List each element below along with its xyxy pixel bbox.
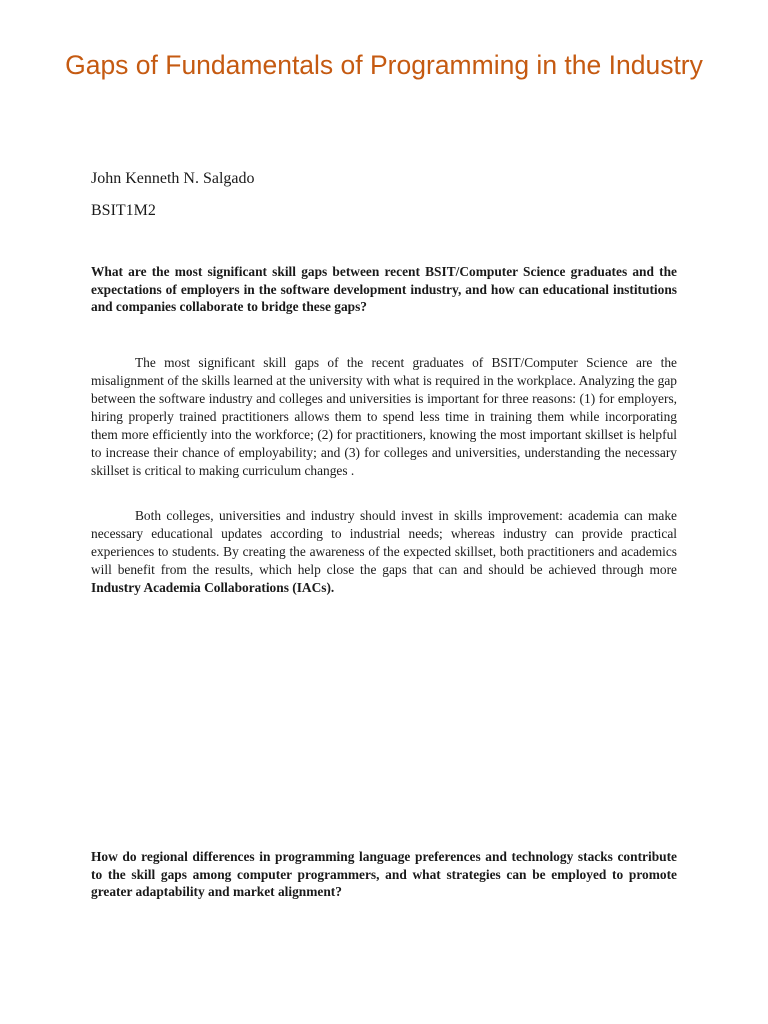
question-2: How do regional differences in programming language preferences and technology stacks contribute to the skill gaps among computer programmers, and what strategies can be employed to promote greater adaptability and market alignment?	[91, 849, 677, 900]
answer-paragraph-2	[91, 507, 677, 597]
document-title: Gaps of Fundamentals of Programming in the Industry	[65, 50, 703, 80]
section-code: BSIT1M2	[91, 202, 156, 219]
answer-paragraph-1: The most significant skill gaps of the recent graduates of BSIT/Computer Science are the misalignment of the skills learned at the university with what is required in the workplace. Analyzing the gap between the software industry and colleges and universities is important for three reasons: (1) for employers, hiring properly trained practitioners allows them to spend less time in training them while incorporating them more efficiently into the workforce; (2) for practitioners, knowing the most important skillset is helpful to increase their chance of employability; and (3) for colleges and universities, understanding the necessary skillset is critical to making curriculum changes .	[91, 355, 677, 478]
question-1: What are the most significant skill gaps between recent BSIT/Computer Science graduates and the expectations of employers in the software development industry, and how can educational institutions and companies collaborate to bridge these gaps?	[91, 264, 677, 315]
answer-paragraph-2-bold: Industry Academia Collaborations (IACs).	[91, 580, 335, 595]
author-name: John Kenneth N. Salgado	[91, 170, 255, 187]
answer-paragraph-2-text: Both colleges, universities and industry should invest in skills improvement: academia can make necessary educational updates according to industrial needs; whereas industry can provide practical experiences to students. By creating the awareness of the expected skillset, both practitioners and academics will benefit from the results, which help close the gaps that can and should be achieved through more	[91, 508, 677, 577]
